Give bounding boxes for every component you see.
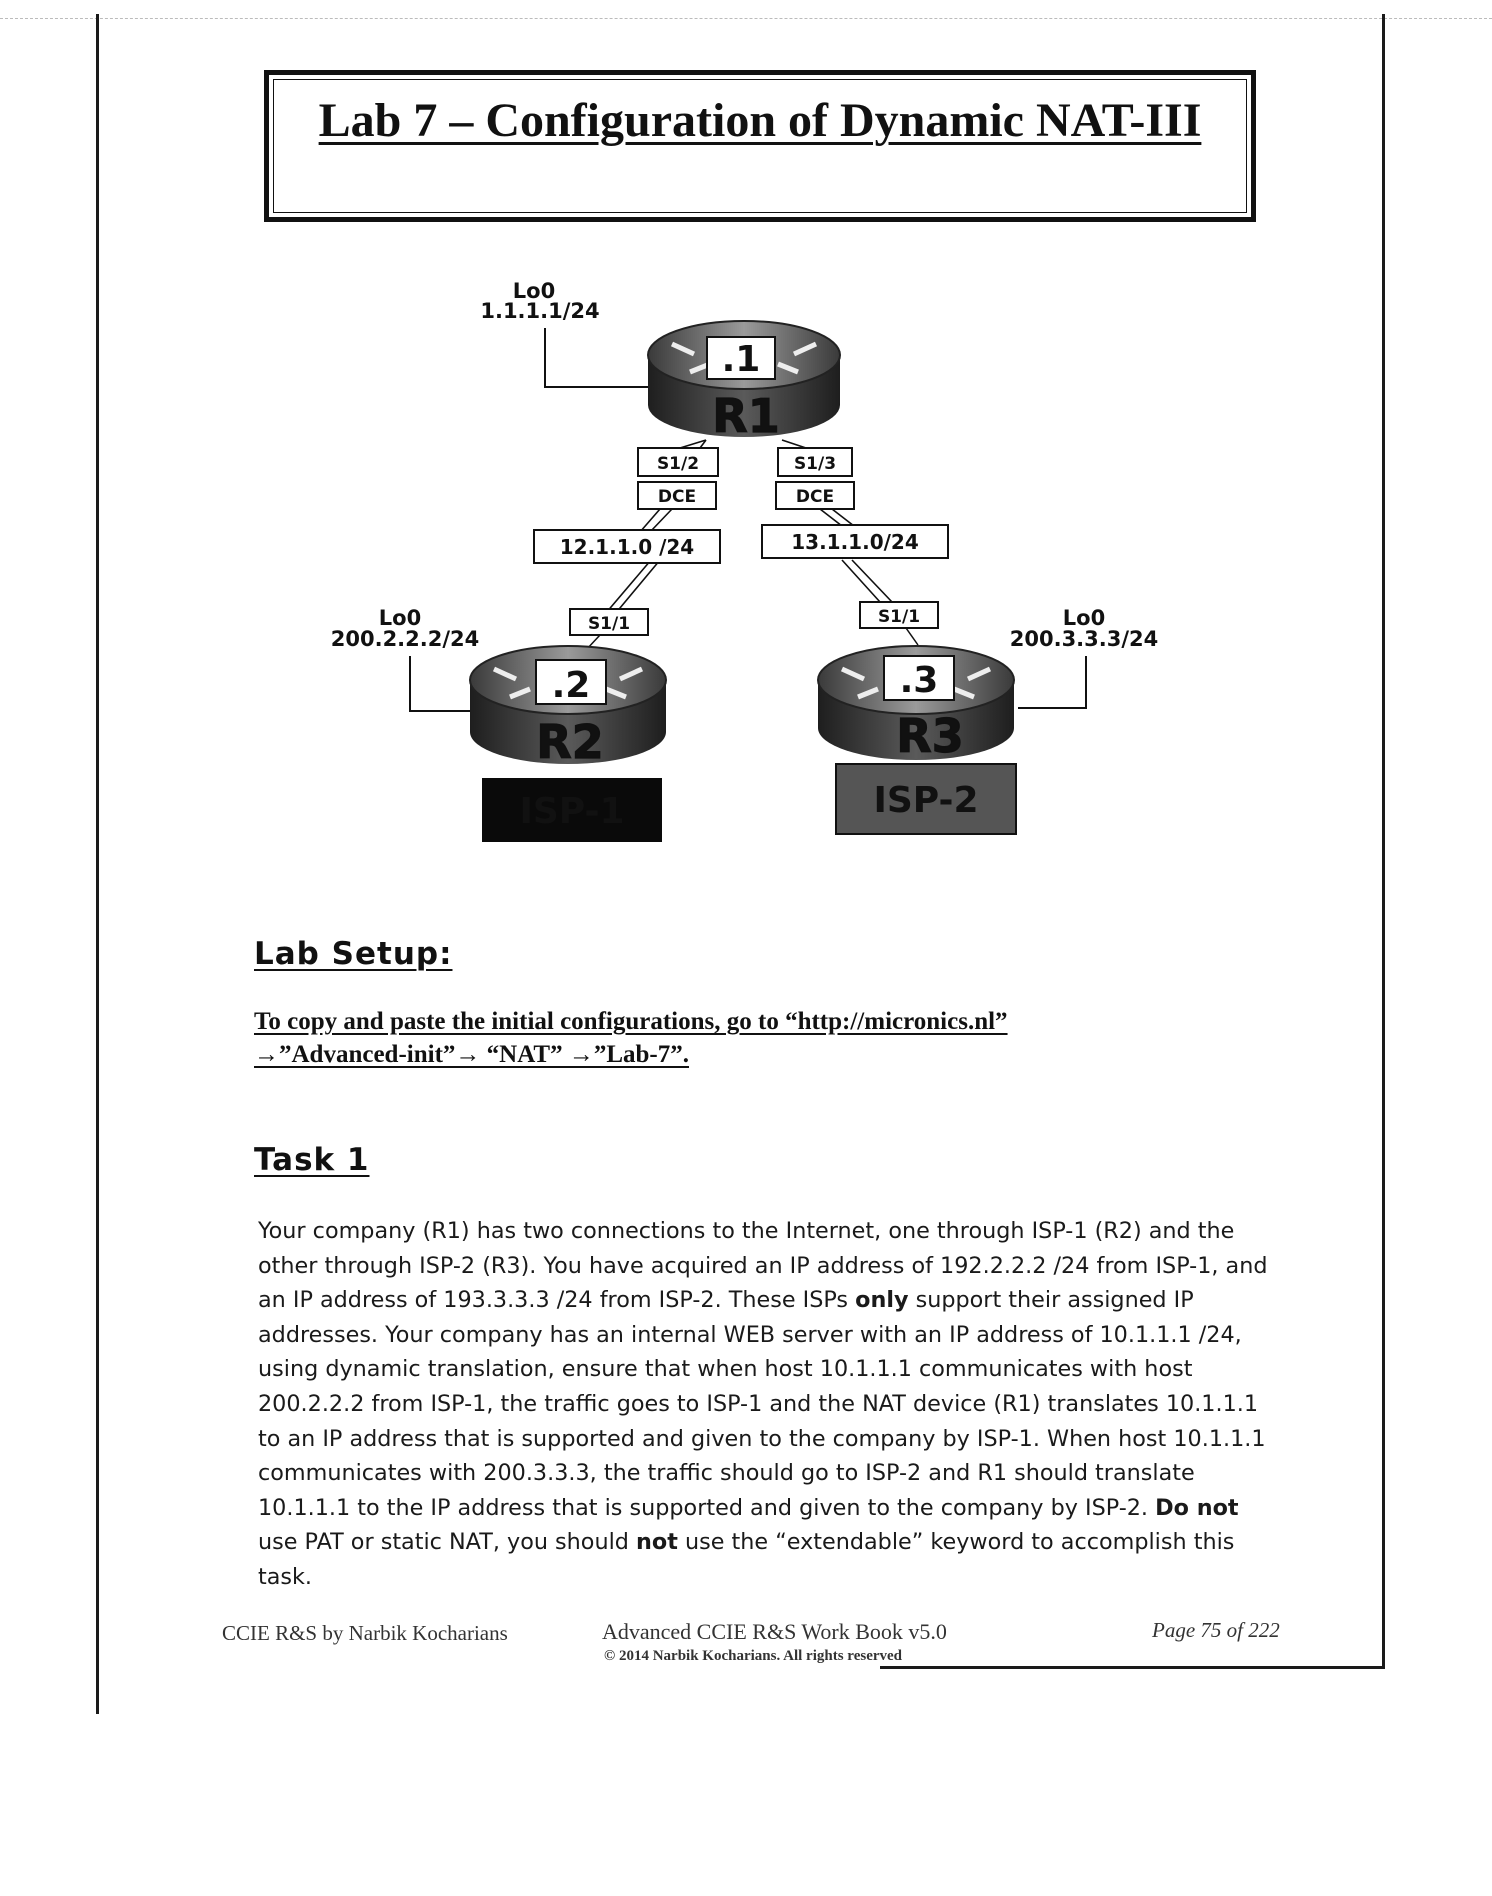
footer-page-number: Page 75 of 222 [1152, 1618, 1280, 1642]
router-r3 [818, 646, 1014, 763]
router-r2 [470, 646, 666, 769]
task-text-2: support their assigned IP addresses. Your company has an internal WEB server with an IP address of 10.1.1.1 /24, using dynamic translation, ensure that when host 10.1.1.1 communicates with host 200.2.2.2 from ISP-1, the traffic goes to ISP-1 and the NAT device (R1) translates 10.1.1.1 to an IP address that is supported and given to the company by ISP-1. When host 10.1.1.1 communicates with 200.3.3.3, the traffic should go to ISP-2 and R1 should translate 10.1.1.1 to the IP address that is supported and given to the company by ISP-2. [258, 1287, 1266, 1521]
r1-name: R1 [712, 389, 780, 443]
r3-lo-ip: 200.3.3.3/24 [1009, 627, 1159, 651]
router-r1 [648, 321, 840, 443]
link-right-subnet: 13.1.1.0/24 [791, 530, 919, 554]
r3-lo-line [1018, 656, 1086, 708]
r1-s12-label: S1/2 [656, 454, 700, 474]
task-bold-only: only [855, 1287, 909, 1314]
r2-lo-line [410, 656, 470, 711]
dce-left-label: DCE [657, 487, 697, 507]
footer-author: CCIE R&S by Narbik Kocharians [222, 1621, 508, 1645]
r2-name: R2 [536, 715, 604, 769]
r1-lo-ip: 1.1.1.1/24 [480, 299, 600, 323]
lab-setup-line-2: →”Advanced-init”→ “NAT” →”Lab-7”. [254, 1041, 689, 1068]
isp1-label: ISP-1 [519, 791, 625, 832]
r3-lo-label: Lo0 [1062, 606, 1106, 630]
r3-name: R3 [896, 709, 964, 763]
r2-s11-label: S1/1 [587, 614, 631, 634]
r1-lo-label: Lo0 [512, 279, 556, 303]
r2-host-label: .2 [551, 665, 591, 706]
task-text-1: Your company (R1) has two connections to the Internet, one through ISP-1 (R2) and the other through ISP-2 (R3). You have acquired an IP address of 192.2.2.2 /24 from ISP-1, and an IP address of 193.3.3.3 /24 from ISP-2. These ISPs [258, 1218, 1268, 1314]
task-text-4: use the “extendable” keyword to accomplish this task. [258, 1529, 1235, 1590]
link-left-subnet: 12.1.1.0 /24 [559, 535, 695, 559]
task-heading: Task 1 [254, 1142, 370, 1178]
lab-setup-line-1: To copy and paste the initial configurations, go to “http://micronics.nl” [254, 1008, 1008, 1035]
dce-right-label: DCE [795, 487, 835, 507]
task-description [258, 1214, 1268, 1595]
r3-s11-label: S1/1 [877, 607, 921, 627]
page-title: Lab 7 – Configuration of Dynamic NAT-III [318, 94, 1202, 147]
network-diagram [0, 0, 1492, 900]
r2-lo-label: Lo0 [378, 606, 422, 630]
footer-copyright: © 2014 Narbik Kocharians. All rights reserved [604, 1648, 903, 1664]
r2-lo-ip: 200.2.2.2/24 [330, 627, 480, 651]
task-text-3: use PAT or static NAT, you should [258, 1529, 637, 1556]
task-bold-do-not: Do not [1155, 1494, 1239, 1521]
task-bold-not: not [636, 1529, 678, 1556]
r1-host-label: .1 [721, 339, 761, 380]
footer-book-title: Advanced CCIE R&S Work Book v5.0 [602, 1619, 947, 1644]
r3-host-label: .3 [899, 660, 939, 701]
r1-lo-line [545, 328, 660, 387]
isp2-label: ISP-2 [873, 780, 979, 821]
lab-setup-heading: Lab Setup: [254, 936, 453, 972]
page-border-bottom [880, 1666, 1385, 1669]
r1-s13-label: S1/3 [793, 454, 837, 474]
